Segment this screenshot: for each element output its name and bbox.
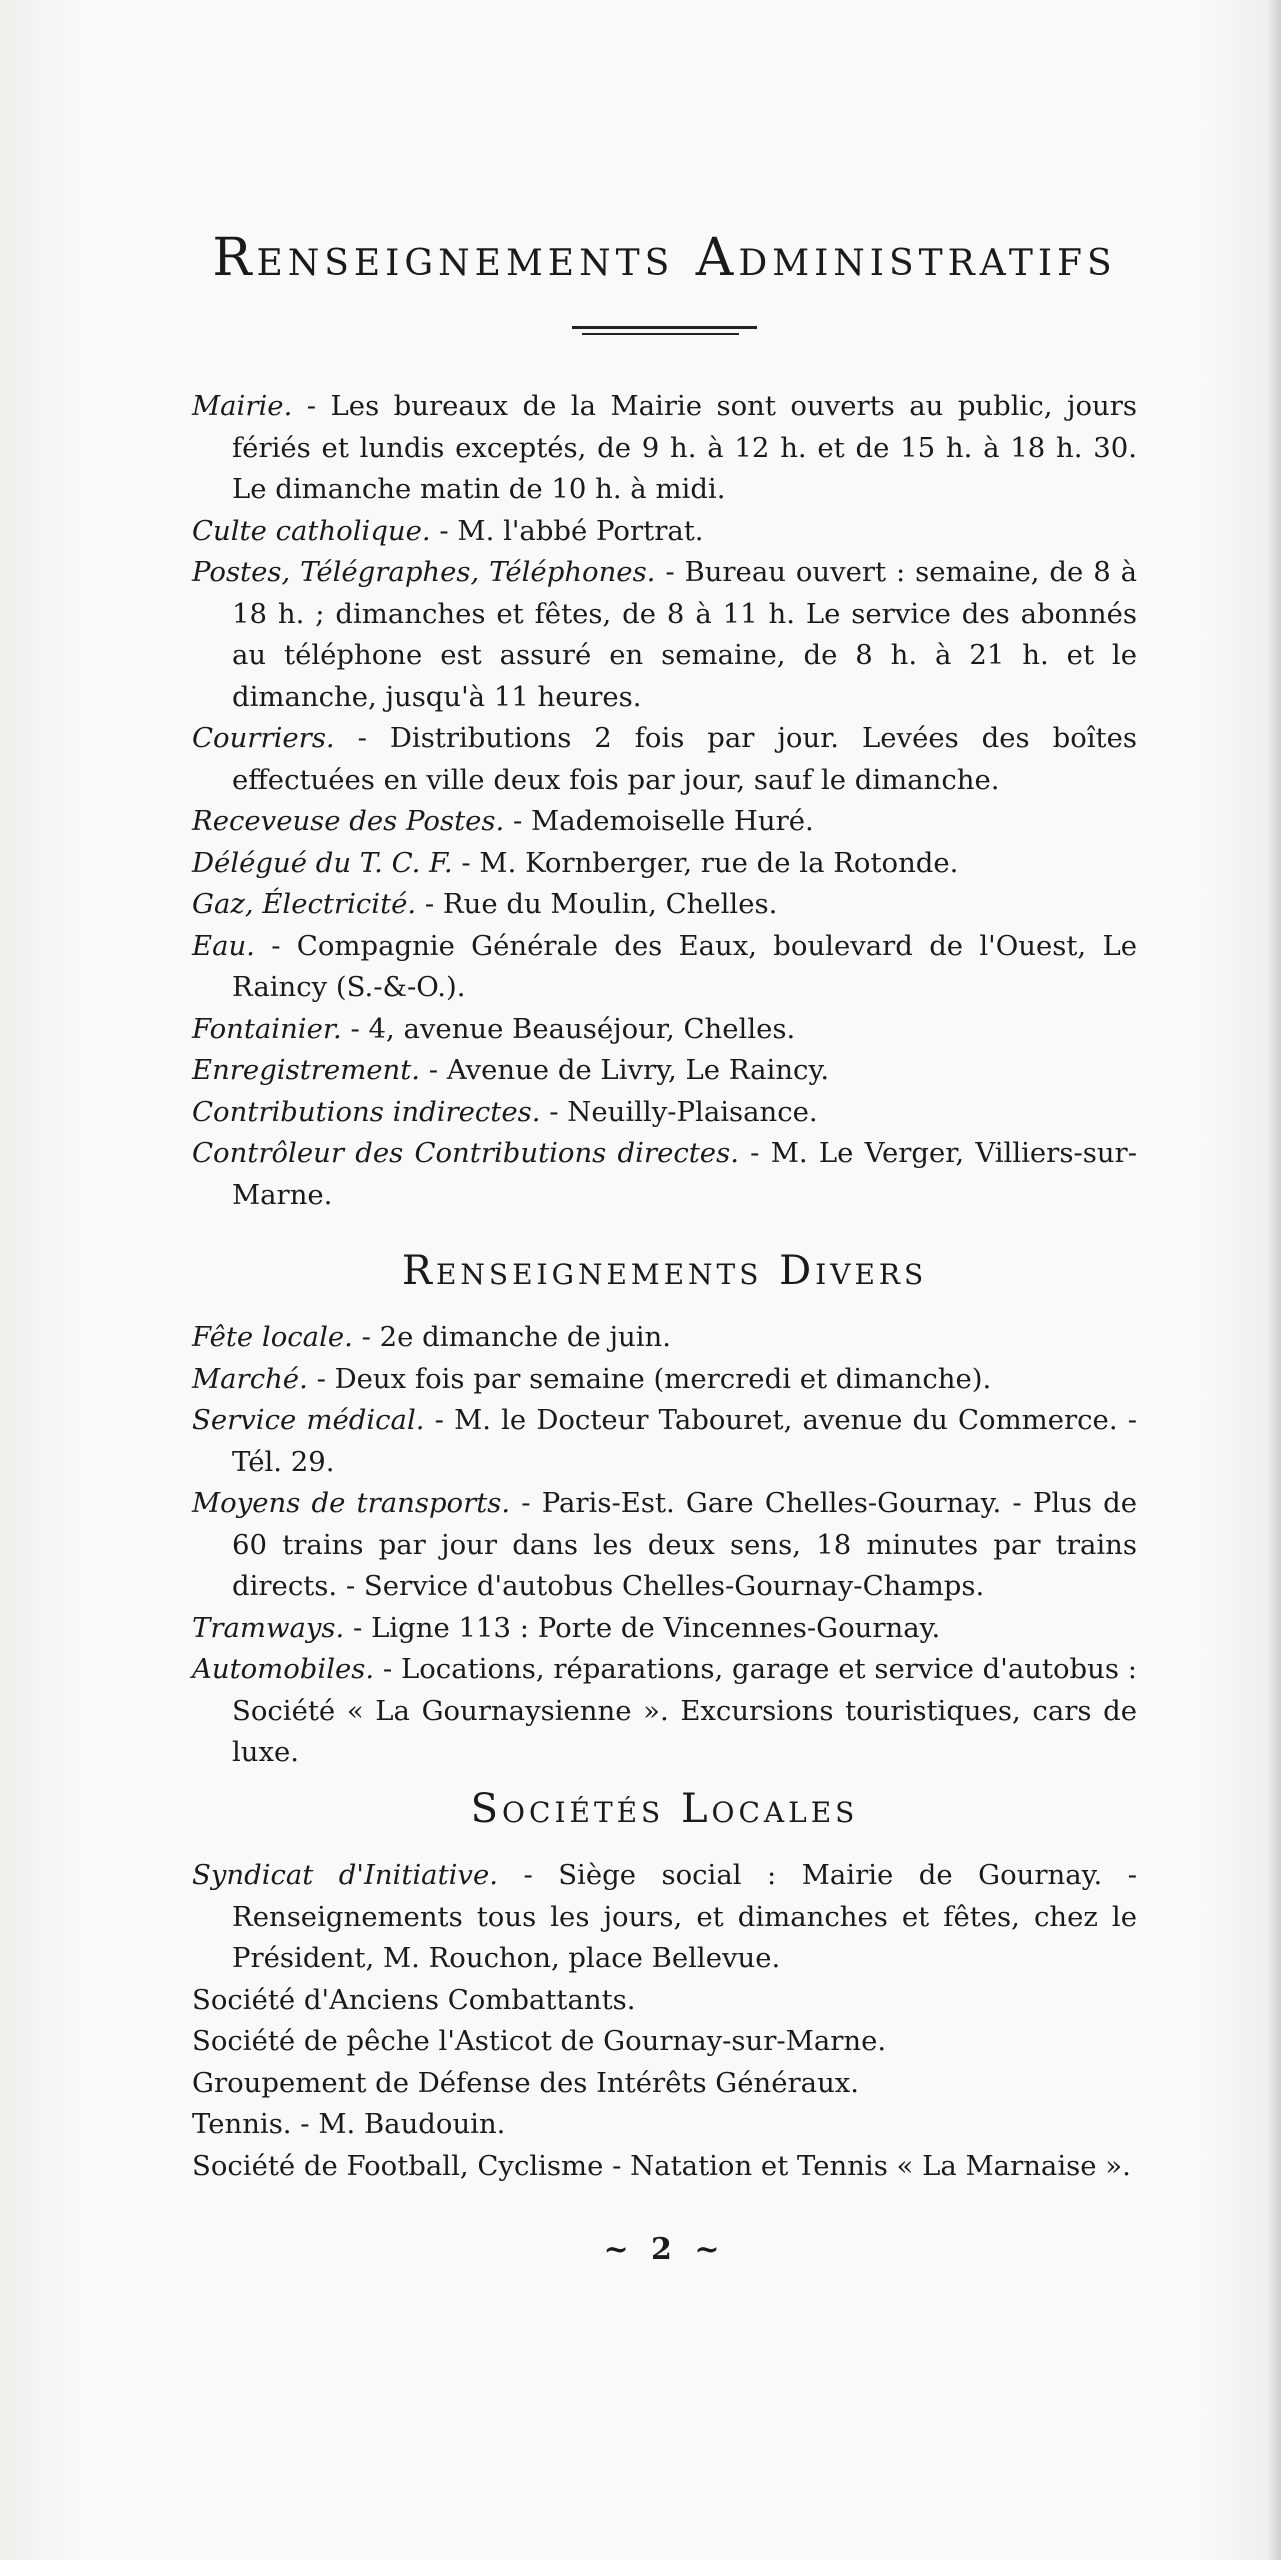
title-divider [572, 326, 757, 336]
societes-entry-text: Société de Football, Cyclisme - Natation et Tennis « La Marnaise ». [192, 2149, 1131, 2182]
admin-entry-label: Gaz, Électricité. [192, 888, 417, 920]
admin-entry-label: Contributions indirectes. [192, 1095, 541, 1128]
societes-entry [192, 2104, 1137, 2146]
divers-entry-label: Fête locale. [192, 1321, 353, 1353]
page-edge-shadow [1267, 0, 1281, 2560]
divers-entry-text: - 2e dimanche de juin. [352, 1321, 671, 1353]
societes-entries-list [192, 1855, 1137, 2187]
admin-entry-text: - Les bureaux de la Mairie sont ouverts au public, jours fériés et lundis exceptés, de 9 h. à 12 h. et de 15 h. à 18 h. 30. Le dimanche matin de 10 h. à midi. [232, 390, 1137, 505]
admin-entry [192, 386, 1137, 511]
divers-entry-text: - Locations, réparations, garage et service d'autobus : Société « La Gournaysienne ». Excursions touristiques, cars de luxe. [232, 1653, 1137, 1768]
divers-entry-label: Tramways. [192, 1611, 345, 1644]
divers-entry [192, 1608, 1137, 1650]
admin-entry-label: Contrôleur des Contributions directes. [192, 1137, 739, 1169]
divers-entry [192, 1649, 1137, 1774]
divers-entry [192, 1317, 1137, 1359]
societes-entry [192, 2021, 1137, 2063]
admin-entries-list [192, 386, 1137, 1216]
societes-section [192, 1785, 1137, 2187]
admin-entry-label: Postes, Télégraphes, Téléphones. [192, 556, 656, 588]
divers-entry [192, 1400, 1137, 1483]
divers-entry-text: - Paris-Est. Gare Chelles-Gournay. - Plus de 60 trains par jour dans les deux sens, 18 minutes par trains directs. - Service d'autobus Chelles-Gournay-Champs. [232, 1487, 1137, 1602]
divers-entry [192, 1483, 1137, 1608]
divers-entries-list [192, 1317, 1137, 1774]
admin-entry [192, 1092, 1137, 1134]
admin-entry-text: - Bureau ouvert : semaine, de 8 à 18 h. ; dimanches et fêtes, de 8 à 11 h. Le service des abonnés au téléphone est assuré en semaine, de 8 h. à 21 h. et le dimanche, jusqu'à 11 heures. [232, 556, 1137, 713]
admin-entry [192, 718, 1137, 801]
admin-entry-text: - Avenue de Livry, Le Raincy. [420, 1054, 830, 1086]
admin-entry-text: - Neuilly-Plaisance. [540, 1095, 818, 1128]
admin-entry [192, 1009, 1137, 1051]
societes-entry [192, 1980, 1137, 2022]
divers-entry-label: Service médical. [192, 1404, 425, 1436]
admin-entry [192, 926, 1137, 1009]
admin-entry-label: Culte catholique. [192, 514, 431, 547]
admin-entry-label: Eau. [192, 929, 255, 962]
divers-heading: Renseignements Divers [401, 1248, 928, 1294]
admin-entry [192, 884, 1137, 926]
admin-entry-text: - Compagnie Générale des Eaux, boulevard de l'Ouest, Le Raincy (S.-&-O.). [232, 929, 1137, 1003]
admin-entry-label: Enregistrement. [192, 1054, 421, 1086]
societes-heading: Sociétés Locales [470, 1786, 859, 1832]
divers-entry [192, 1359, 1137, 1401]
societes-entry [192, 2063, 1137, 2105]
admin-entry-text: - M. Kornberger, rue de la Rotonde. [452, 846, 959, 879]
divers-entry-text: - Deux fois par semaine (mercredi et dimanche). [307, 1362, 992, 1395]
admin-entry-label: Receveuse des Postes. [192, 805, 505, 837]
page-title: Renseignements Administratifs [212, 228, 1117, 288]
divers-entry-text: - Ligne 113 : Porte de Vincennes-Gournay. [344, 1611, 941, 1644]
admin-entry-text: - Mademoiselle Huré. [504, 805, 814, 837]
admin-entry [192, 1050, 1137, 1092]
divers-entry-label: Marché. [192, 1362, 308, 1395]
societes-entry-text: Tennis. - M. Baudouin. [192, 2108, 506, 2140]
societes-entry-text: - Siège social : Mairie de Gournay. - Renseignements tous les jours, et dimanches et fêtes, chez le Président, M. Rouchon, place Bellevue. [232, 1859, 1137, 1974]
admin-section [192, 386, 1137, 1216]
divers-entry-label: Moyens de transports. [192, 1487, 511, 1519]
societes-entry-text: Groupement de Défense des Intérêts Généraux. [192, 2066, 860, 2099]
societes-entry-label: Syndicat d'Initiative. [192, 1859, 498, 1891]
divers-entry-label: Automobiles. [192, 1653, 375, 1685]
admin-entry-label: Délégué du T. C. F. [192, 846, 453, 879]
admin-entry-label: Fontainier. [192, 1012, 342, 1045]
divers-section [192, 1247, 1137, 1774]
societes-entry-text: Société de pêche l'Asticot de Gournay-sur-Marne. [192, 2025, 887, 2057]
admin-entry-text: - Distributions 2 fois par jour. Levées des boîtes effectuées en ville deux fois par jour, sauf le dimanche. [232, 722, 1137, 796]
admin-entry [192, 552, 1137, 718]
admin-entry-text: - M. l'abbé Portrat. [430, 514, 704, 547]
societes-entry [192, 2146, 1137, 2188]
divers-entry-text: - M. le Docteur Tabouret, avenue du Commerce. - Tél. 29. [232, 1404, 1137, 1478]
admin-entry-text: - Rue du Moulin, Chelles. [416, 888, 778, 920]
admin-entry [192, 801, 1137, 843]
admin-entry-label: Courriers. [192, 722, 335, 754]
admin-entry [192, 511, 1137, 553]
admin-entry [192, 1133, 1137, 1216]
societes-entry-text: Société d'Anciens Combattants. [192, 1983, 636, 2016]
admin-entry-text: - 4, avenue Beauséjour, Chelles. [341, 1012, 796, 1045]
societes-entry [192, 1855, 1137, 1980]
admin-entry [192, 843, 1137, 885]
page-number: ~ 2 ~ [603, 2232, 726, 2267]
admin-entry-label: Mairie. [192, 390, 293, 422]
admin-entry-text: - M. Le Verger, Villiers-sur-Marne. [232, 1137, 1137, 1211]
